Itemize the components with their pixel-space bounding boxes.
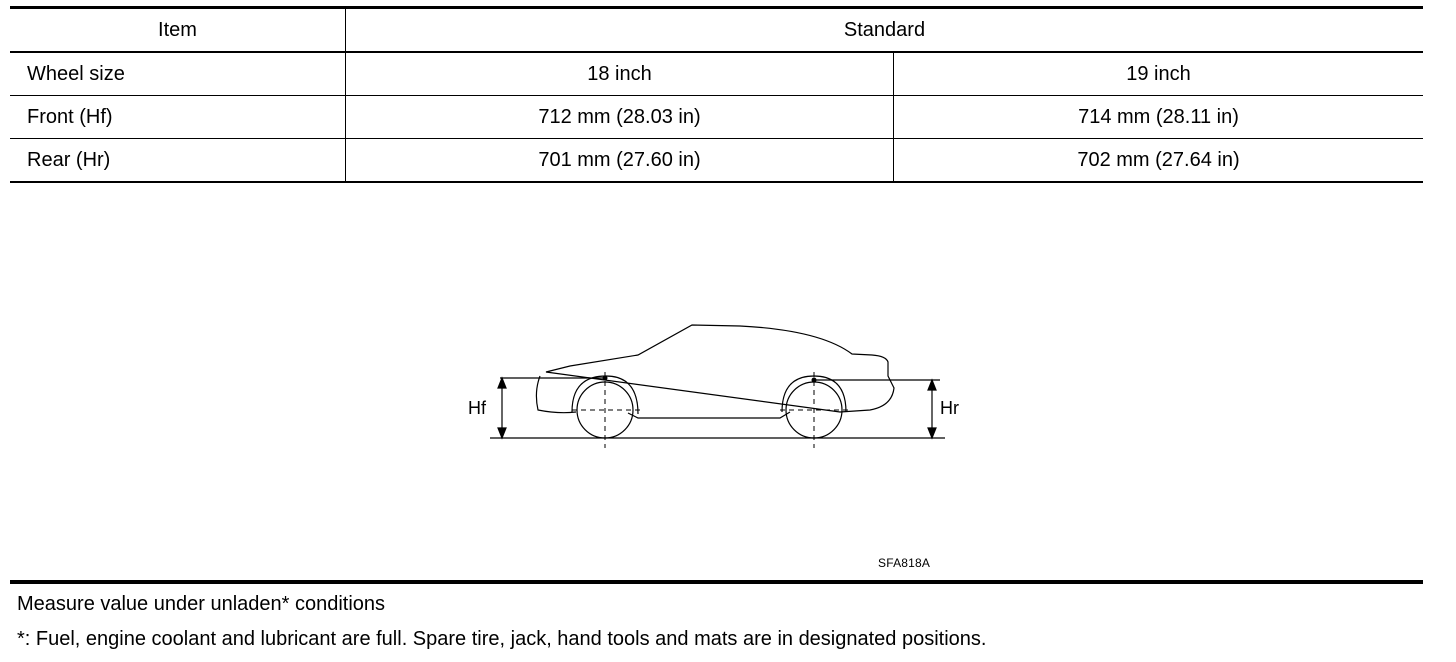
table-row	[10, 96, 1423, 139]
hf-label: Hf	[468, 398, 486, 418]
car-body-outline	[536, 325, 894, 418]
cell-rear-19: 702 mm (27.64 in)	[894, 139, 1424, 183]
vehicle-height-diagram	[440, 310, 980, 460]
header-item: Item	[10, 8, 346, 53]
table-row	[10, 139, 1423, 183]
hf-dimension-arrow	[498, 378, 506, 438]
footnote: *: Fuel, engine coolant and lubricant are full. Spare tire, jack, hand tools and mats are in designated positions.	[17, 628, 987, 650]
cell-rear-18: 701 mm (27.60 in)	[346, 139, 894, 183]
cell-front-18: 712 mm (28.03 in)	[346, 96, 894, 139]
table-row	[10, 52, 1423, 96]
cell-front-19: 714 mm (28.11 in)	[894, 96, 1424, 139]
divider	[10, 580, 1423, 584]
spec-table	[10, 6, 1423, 183]
hr-dimension-arrow	[928, 380, 936, 438]
row-label-rear: Rear (Hr)	[10, 139, 346, 183]
row-label-wheel-size: Wheel size	[10, 52, 346, 96]
row-label-front: Front (Hf)	[10, 96, 346, 139]
cell-18-inch: 18 inch	[346, 52, 894, 96]
header-standard: Standard	[346, 8, 1424, 53]
cell-19-inch: 19 inch	[894, 52, 1424, 96]
hr-label: Hr	[940, 398, 959, 418]
measure-note: Measure value under unladen* conditions	[17, 593, 386, 615]
table-header-row	[10, 8, 1423, 53]
figure-code: SFA818A	[878, 556, 931, 570]
